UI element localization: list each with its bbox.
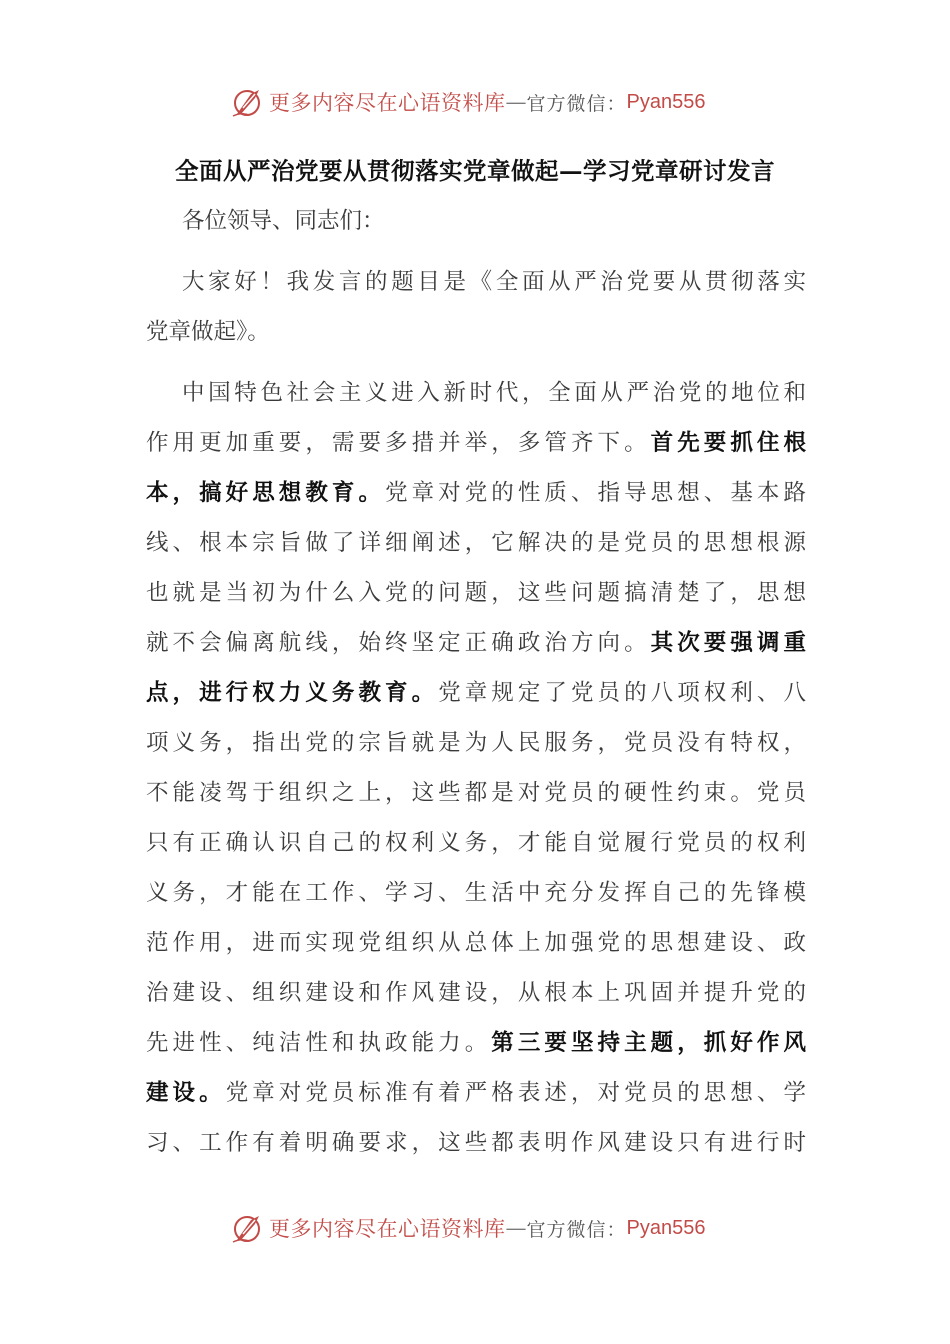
bold-heading: 第三要坚持主题，抓好作风 (491, 1030, 806, 1056)
bold-heading: 建设。 (146, 1080, 226, 1106)
intro-line-1: 大家好！我发言的题目是《全面从严治党要从贯彻落实 (182, 269, 806, 295)
banner-text: 更多内容尽在心语资料库 (269, 91, 506, 115)
paragraph-line: 先进性、纯洁性和执政能力。第三要坚持主题，抓好作风 (146, 1030, 806, 1056)
paragraph-line: 也就是当初为什么入党的问题，这些问题搞清楚了，思想 (146, 580, 806, 606)
banner-separator: — (505, 90, 527, 114)
bold-heading: 首先要抓住根 (650, 430, 806, 456)
banner-wechat-id: Pyan556 (626, 1216, 706, 1239)
paragraph-line: 义务，才能在工作、学习、生活中充分发挥自己的先锋模 (146, 880, 806, 906)
paragraph-line: 中国特色社会主义进入新时代，全面从严治党的地位和 (182, 380, 806, 406)
paragraph-line: 作用更加重要，需要多措并举，多管齐下。首先要抓住根 (146, 430, 806, 456)
paragraph-line: 治建设、组织建设和作风建设，从根本上巩固并提升党的 (146, 980, 806, 1006)
paragraph-line: 范作用，进而实现党组织从总体上加强党的思想建设、政 (146, 930, 806, 956)
paragraph-line: 不能凌驾于组织之上，这些都是对党员的硬性约束。党员 (146, 780, 806, 806)
paragraph-line: 线、根本宗旨做了详细阐述，它解决的是党员的思想根源 (146, 530, 806, 556)
banner-text: 更多内容尽在心语资料库 (269, 1217, 506, 1241)
intro-line-2: 党章做起》。 (146, 319, 270, 345)
paragraph-line: 本，搞好思想教育。党章对党的性质、指导思想、基本路 (146, 480, 806, 506)
footer-banner (0, 1208, 950, 1248)
document-title: 全面从严治党要从贯彻落实党章做起—学习党章研讨发言 (175, 157, 775, 185)
paragraph-line: 习、工作有着明确要求，这些都表明作风建设只有进行时 (146, 1130, 806, 1156)
banner-wechat-label: 官方微信： (526, 1218, 627, 1241)
paragraph-line: 只有正确认识自己的权利义务，才能自觉履行党员的权利 (146, 830, 806, 856)
quill-logo-icon (229, 84, 265, 120)
paragraph-line: 建设。党章对党员标准有着严格表述，对党员的思想、学 (146, 1080, 806, 1106)
greeting: 各位领导、同志们： (182, 208, 385, 234)
paragraph-line: 就不会偏离航线，始终坚定正确政治方向。其次要强调重 (146, 630, 806, 656)
banner-wechat-id: Pyan556 (626, 90, 706, 113)
quill-logo-icon (229, 1210, 265, 1246)
bold-heading: 点，进行权力义务教育。 (146, 680, 439, 706)
banner-separator: — (505, 1216, 527, 1240)
paragraph-line: 点，进行权力义务教育。党章规定了党员的八项权利、八 (146, 680, 806, 706)
bold-heading: 其次要强调重 (650, 630, 806, 656)
header-banner (0, 82, 950, 122)
banner-wechat-label: 官方微信： (526, 92, 627, 115)
bold-heading: 本，搞好思想教育。 (146, 480, 386, 506)
paragraph-line: 项义务，指出党的宗旨就是为人民服务，党员没有特权， (146, 730, 806, 756)
